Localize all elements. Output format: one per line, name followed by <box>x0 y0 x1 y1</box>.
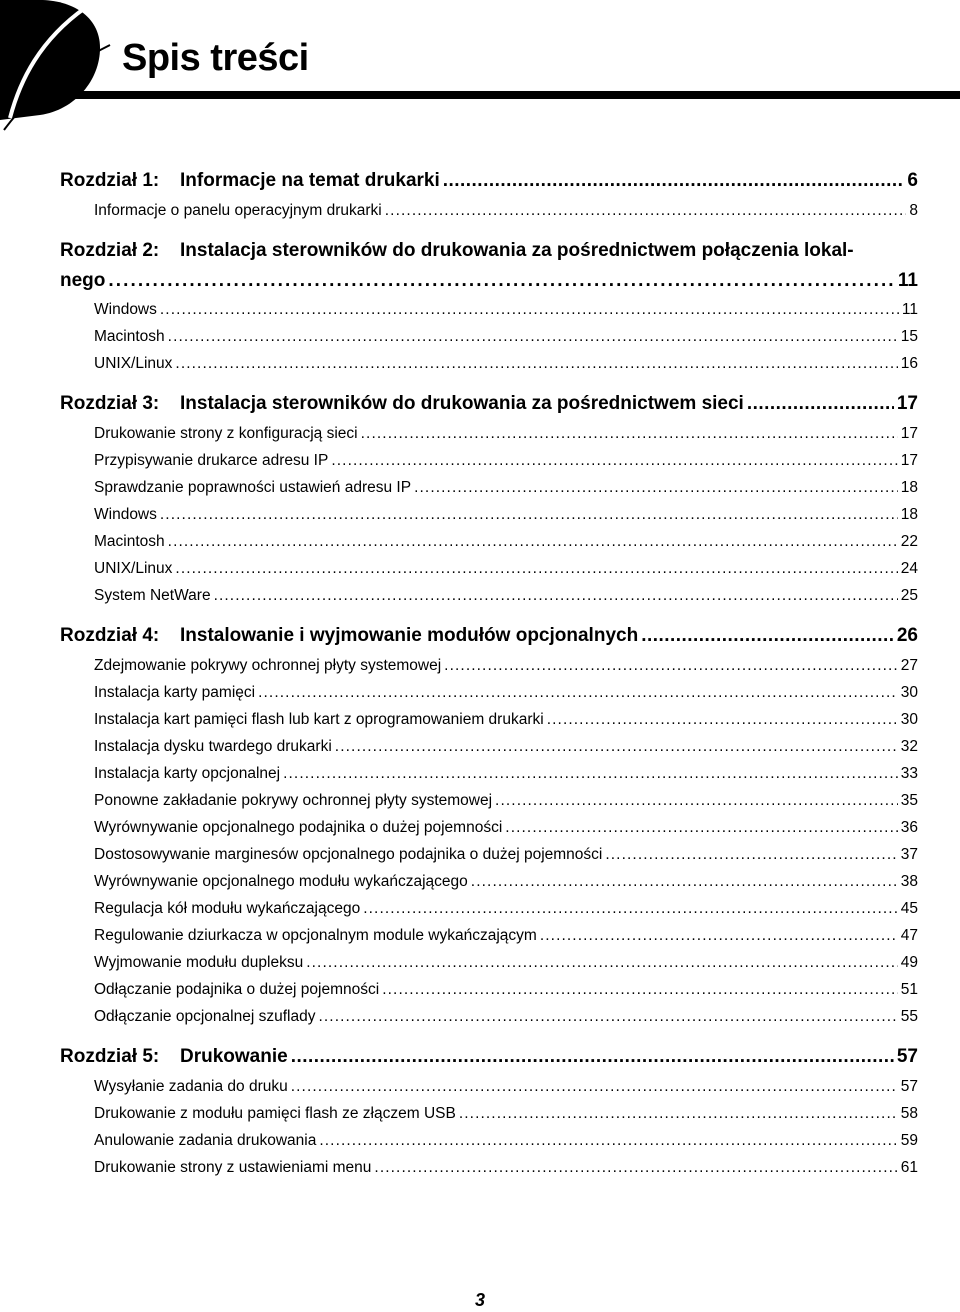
item-page: 24 <box>900 560 918 577</box>
item-page: 25 <box>900 587 918 604</box>
leader-dots <box>385 197 907 224</box>
toc-item[interactable] <box>60 420 918 447</box>
toc-item[interactable] <box>60 760 918 787</box>
item-page: 22 <box>900 533 918 550</box>
chapter-page: 6 <box>907 170 918 191</box>
toc-chapter-2[interactable] <box>60 236 918 296</box>
toc-item[interactable] <box>60 1100 918 1127</box>
item-page: 57 <box>900 1078 918 1095</box>
corner-decoration <box>0 0 140 140</box>
chapter-title-cont: nego <box>60 270 106 291</box>
toc-chapter-3[interactable] <box>60 389 918 418</box>
toc-chapter-1[interactable] <box>60 166 918 195</box>
item-label: Wyrównywanie opcjonalnego podajnika o dużej pojemności <box>94 819 503 836</box>
toc-item[interactable] <box>60 1003 918 1030</box>
leader-dots <box>258 679 898 706</box>
leader-dots <box>319 1127 897 1154</box>
item-label: Informacje o panelu operacyjnym drukarki <box>94 202 382 219</box>
item-page: 16 <box>900 355 918 372</box>
item-page: 35 <box>900 792 918 809</box>
item-label: Instalacja karty pamięci <box>94 684 256 701</box>
toc-item[interactable] <box>60 787 918 814</box>
item-label: Drukowanie strony z konfiguracją sieci <box>94 425 358 442</box>
item-page: 37 <box>900 846 918 863</box>
leader-dots <box>283 760 898 787</box>
toc-item[interactable] <box>60 296 918 323</box>
item-label: Drukowanie z modułu pamięci flash ze złączem USB <box>94 1105 456 1122</box>
leader-dots <box>471 868 898 895</box>
chapter-number: Rozdział 2: <box>60 240 160 261</box>
page-title: Spis treści <box>122 37 309 79</box>
leader-dots <box>382 976 898 1003</box>
chapter-title: Drukowanie <box>180 1046 288 1067</box>
toc-item[interactable] <box>60 474 918 501</box>
toc-item[interactable] <box>60 528 918 555</box>
leader-dots <box>361 420 898 447</box>
toc-item[interactable] <box>60 501 918 528</box>
chapter-title: Informacje na temat drukarki <box>180 170 440 191</box>
toc-item[interactable] <box>60 582 918 609</box>
toc-item[interactable] <box>60 652 918 679</box>
toc-item[interactable] <box>60 350 918 377</box>
leader-dots <box>495 787 898 814</box>
item-page: 30 <box>900 684 918 701</box>
table-of-contents <box>60 166 918 1181</box>
item-page: 59 <box>900 1132 918 1149</box>
leader-dots <box>605 841 897 868</box>
toc-item[interactable] <box>60 1073 918 1100</box>
leader-dots <box>444 652 898 679</box>
item-page: 32 <box>900 738 918 755</box>
toc-item[interactable] <box>60 706 918 733</box>
item-label: Instalacja karty opcjonalnej <box>94 765 281 782</box>
item-page: 36 <box>900 819 918 836</box>
item-label: Instalacja dysku twardego drukarki <box>94 738 332 755</box>
chapter-page: 57 <box>896 1046 918 1067</box>
item-page: 30 <box>900 711 918 728</box>
item-label: Odłączanie podajnika o dużej pojemności <box>94 981 380 998</box>
chapter-page: 26 <box>896 625 918 646</box>
item-label: Wyrównywanie opcjonalnego modułu wykańczającego <box>94 873 468 890</box>
item-page: 18 <box>900 479 918 496</box>
chapter-page: 11 <box>897 270 918 291</box>
item-label: Odłączanie opcjonalnej szuflady <box>94 1008 316 1025</box>
item-page: 49 <box>900 954 918 971</box>
chapter-title: Instalacja sterowników do drukowania za pośrednictwem połączenia lokal- <box>180 240 854 261</box>
title-rule <box>58 91 960 99</box>
leader-dots <box>540 922 898 949</box>
item-page: 45 <box>900 900 918 917</box>
item-label: Dostosowywanie marginesów opcjonalnego podajnika o dużej pojemności <box>94 846 603 863</box>
item-page: 8 <box>909 202 918 219</box>
toc-item[interactable] <box>60 868 918 895</box>
item-page: 55 <box>900 1008 918 1025</box>
item-label: Sprawdzanie poprawności ustawień adresu IP <box>94 479 412 496</box>
leader-dots <box>175 350 897 377</box>
leader-dots <box>443 166 905 195</box>
toc-chapter-4[interactable] <box>60 621 918 650</box>
leader-dots <box>160 501 898 528</box>
leader-dots <box>459 1100 898 1127</box>
leader-dots <box>331 447 897 474</box>
item-page: 17 <box>900 425 918 442</box>
item-label: UNIX/Linux <box>94 560 173 577</box>
item-page: 61 <box>900 1159 918 1176</box>
chapter-number: Rozdział 3: <box>60 393 160 414</box>
leader-dots <box>108 266 895 296</box>
item-label: Windows <box>94 506 157 523</box>
toc-item[interactable] <box>60 922 918 949</box>
toc-item[interactable] <box>60 555 918 582</box>
chapter-page: 17 <box>896 393 918 414</box>
item-label: Wysyłanie zadania do druku <box>94 1078 288 1095</box>
leader-dots <box>306 949 898 976</box>
toc-item[interactable] <box>60 733 918 760</box>
item-page: 51 <box>900 981 918 998</box>
toc-item[interactable] <box>60 1127 918 1154</box>
leader-dots <box>168 528 898 555</box>
item-label: Regulacja kół modułu wykańczającego <box>94 900 361 917</box>
leader-dots <box>160 296 899 323</box>
chapter-number: Rozdział 1: <box>60 170 160 191</box>
item-label: Macintosh <box>94 533 165 550</box>
item-page: 11 <box>901 301 918 318</box>
leader-dots <box>747 389 894 418</box>
toc-item[interactable] <box>60 895 918 922</box>
toc-item[interactable] <box>60 976 918 1003</box>
leader-dots <box>363 895 898 922</box>
leader-dots <box>291 1042 894 1071</box>
item-label: Anulowanie zadania drukowania <box>94 1132 317 1149</box>
item-label: Zdejmowanie pokrywy ochronnej płyty systemowej <box>94 657 442 674</box>
item-page: 17 <box>900 452 918 469</box>
leader-dots <box>168 323 898 350</box>
leader-dots <box>374 1154 897 1181</box>
toc-item[interactable] <box>60 1154 918 1181</box>
leader-dots <box>505 814 897 841</box>
item-label: UNIX/Linux <box>94 355 173 372</box>
item-label: Drukowanie strony z ustawieniami menu <box>94 1159 372 1176</box>
leader-dots <box>291 1073 898 1100</box>
toc-item[interactable] <box>60 197 918 224</box>
toc-item[interactable] <box>60 841 918 868</box>
item-page: 27 <box>900 657 918 674</box>
item-page: 15 <box>900 328 918 345</box>
item-page: 58 <box>900 1105 918 1122</box>
toc-chapter-5[interactable] <box>60 1042 918 1071</box>
item-label: Windows <box>94 301 157 318</box>
toc-item[interactable] <box>60 949 918 976</box>
page-number: 3 <box>474 1290 485 1310</box>
item-label: Przypisywanie drukarce adresu IP <box>94 452 329 469</box>
toc-item[interactable] <box>60 323 918 350</box>
toc-item[interactable] <box>60 679 918 706</box>
item-label: Ponowne zakładanie pokrywy ochronnej płyty systemowej <box>94 792 493 809</box>
chapter-number: Rozdział 5: <box>60 1046 160 1067</box>
item-label: Macintosh <box>94 328 165 345</box>
item-page: 38 <box>900 873 918 890</box>
leader-dots <box>641 621 894 650</box>
item-label: Regulowanie dziurkacza w opcjonalnym module wykańczającym <box>94 927 537 944</box>
chapter-title: Instalacja sterowników do drukowania za pośrednictwem sieci <box>180 393 744 414</box>
leader-dots <box>547 706 898 733</box>
toc-item[interactable] <box>60 447 918 474</box>
chapter-title: Instalowanie i wyjmowanie modułów opcjonalnych <box>180 625 639 646</box>
item-label: Instalacja kart pamięci flash lub kart z oprogramowaniem drukarki <box>94 711 544 728</box>
chapter-number: Rozdział 4: <box>60 625 160 646</box>
leader-dots <box>335 733 898 760</box>
leader-dots <box>214 582 898 609</box>
item-page: 33 <box>900 765 918 782</box>
item-page: 47 <box>900 927 918 944</box>
toc-item[interactable] <box>60 814 918 841</box>
item-label: Wyjmowanie modułu dupleksu <box>94 954 304 971</box>
leader-dots <box>414 474 898 501</box>
item-label: System NetWare <box>94 587 211 604</box>
item-page: 18 <box>900 506 918 523</box>
leader-dots <box>175 555 897 582</box>
leader-dots <box>318 1003 897 1030</box>
